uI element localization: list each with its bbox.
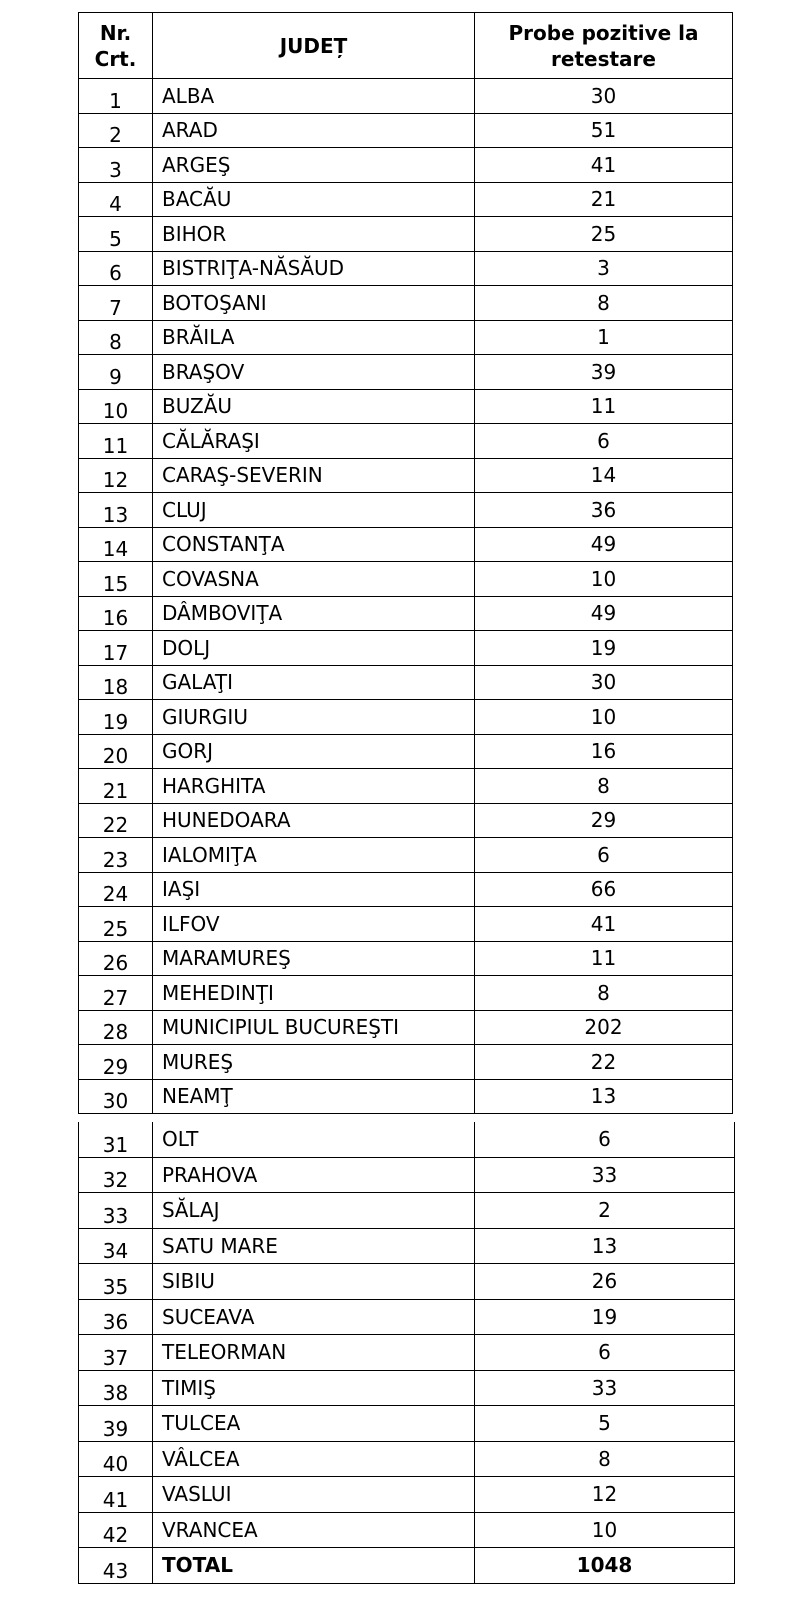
row-number: 12 xyxy=(79,458,153,493)
table-row xyxy=(79,1441,735,1477)
row-number: 38 xyxy=(79,1370,153,1406)
positive-count: 26 xyxy=(475,1264,735,1300)
positive-count: 29 xyxy=(475,803,733,838)
table-row xyxy=(79,700,733,735)
table-row xyxy=(79,1264,735,1300)
county-name: SATU MARE xyxy=(153,1228,475,1264)
positive-count: 49 xyxy=(475,596,733,631)
table-row xyxy=(79,458,733,493)
county-name: SĂLAJ xyxy=(153,1193,475,1229)
table-row xyxy=(79,79,733,114)
table-row xyxy=(79,631,733,666)
row-number: 25 xyxy=(79,907,153,942)
table-row xyxy=(79,562,733,597)
positive-count: 8 xyxy=(475,769,733,804)
county-name: CONSTANŢA xyxy=(153,527,475,562)
county-name: BACĂU xyxy=(153,182,475,217)
row-number: 37 xyxy=(79,1335,153,1371)
county-name: CLUJ xyxy=(153,493,475,528)
county-name: ILFOV xyxy=(153,907,475,942)
row-number: 17 xyxy=(79,631,153,666)
table-row xyxy=(79,976,733,1011)
positive-count: 13 xyxy=(475,1079,733,1114)
positive-count: 8 xyxy=(475,286,733,321)
positive-count: 19 xyxy=(475,631,733,666)
row-number: 13 xyxy=(79,493,153,528)
table-row xyxy=(79,251,733,286)
results-table-part1 xyxy=(78,12,733,1114)
county-name: TULCEA xyxy=(153,1406,475,1442)
county-name: SUCEAVA xyxy=(153,1299,475,1335)
row-number: 22 xyxy=(79,803,153,838)
table-row xyxy=(79,1477,735,1513)
table-row xyxy=(79,389,733,424)
positive-count: 6 xyxy=(475,424,733,459)
table-row xyxy=(79,734,733,769)
table-row xyxy=(79,1406,735,1442)
row-number: 27 xyxy=(79,976,153,1011)
table-row xyxy=(79,320,733,355)
row-number: 29 xyxy=(79,1045,153,1080)
table-row xyxy=(79,1045,733,1080)
positive-count: 6 xyxy=(475,838,733,873)
county-name: NEAMŢ xyxy=(153,1079,475,1114)
row-number: 3 xyxy=(79,148,153,183)
county-name: CARAŞ-SEVERIN xyxy=(153,458,475,493)
row-number: 15 xyxy=(79,562,153,597)
table-row xyxy=(79,1228,735,1264)
row-number: 16 xyxy=(79,596,153,631)
row-number: 4 xyxy=(79,182,153,217)
positive-count: 22 xyxy=(475,1045,733,1080)
positive-count: 8 xyxy=(475,1441,735,1477)
row-number: 7 xyxy=(79,286,153,321)
positive-count: 25 xyxy=(475,217,733,252)
table-row xyxy=(79,424,733,459)
row-number: 8 xyxy=(79,320,153,355)
table-row xyxy=(79,838,733,873)
county-name: COVASNA xyxy=(153,562,475,597)
positive-count: 10 xyxy=(475,1512,735,1548)
results-table-part2 xyxy=(78,1122,735,1584)
table-row xyxy=(79,769,733,804)
positive-count: 66 xyxy=(475,872,733,907)
table-row xyxy=(79,182,733,217)
positive-count: 5 xyxy=(475,1406,735,1442)
positive-count: 14 xyxy=(475,458,733,493)
positive-count: 11 xyxy=(475,389,733,424)
county-name: MUNICIPIUL BUCUREŞTI xyxy=(153,1010,475,1045)
positive-count: 49 xyxy=(475,527,733,562)
county-name: BISTRIŢA-NĂSĂUD xyxy=(153,251,475,286)
county-name: BUZĂU xyxy=(153,389,475,424)
county-name: VRANCEA xyxy=(153,1512,475,1548)
county-name: CĂLĂRAŞI xyxy=(153,424,475,459)
positive-count: 6 xyxy=(475,1335,735,1371)
header-nr-crt: Nr. Crt. xyxy=(79,13,153,79)
positive-count: 11 xyxy=(475,941,733,976)
table-row xyxy=(79,1335,735,1371)
row-number: 31 xyxy=(79,1122,153,1157)
row-number: 19 xyxy=(79,700,153,735)
row-number: 11 xyxy=(79,424,153,459)
row-number: 39 xyxy=(79,1406,153,1442)
table-body-part2 xyxy=(79,1122,735,1583)
positive-count: 10 xyxy=(475,700,733,735)
county-name: HARGHITA xyxy=(153,769,475,804)
positive-count: 16 xyxy=(475,734,733,769)
row-number: 2 xyxy=(79,113,153,148)
county-name: IAŞI xyxy=(153,872,475,907)
positive-count: 6 xyxy=(475,1122,735,1157)
county-name: PRAHOVA xyxy=(153,1157,475,1193)
table-row xyxy=(79,1157,735,1193)
total-row-number: 43 xyxy=(79,1548,153,1584)
positive-count: 21 xyxy=(475,182,733,217)
county-name: GALAŢI xyxy=(153,665,475,700)
table-row xyxy=(79,941,733,976)
county-name: DOLJ xyxy=(153,631,475,666)
county-name: VASLUI xyxy=(153,1477,475,1513)
row-number: 18 xyxy=(79,665,153,700)
positive-count: 39 xyxy=(475,355,733,390)
row-number: 41 xyxy=(79,1477,153,1513)
county-name: ARGEŞ xyxy=(153,148,475,183)
county-name: BOTOŞANI xyxy=(153,286,475,321)
positive-count: 12 xyxy=(475,1477,735,1513)
positive-count: 51 xyxy=(475,113,733,148)
table-row xyxy=(79,1512,735,1548)
table-row xyxy=(79,665,733,700)
positive-count: 2 xyxy=(475,1193,735,1229)
positive-count: 33 xyxy=(475,1370,735,1406)
positive-count: 202 xyxy=(475,1010,733,1045)
county-name: MARAMUREŞ xyxy=(153,941,475,976)
positive-count: 13 xyxy=(475,1228,735,1264)
row-number: 24 xyxy=(79,872,153,907)
row-number: 26 xyxy=(79,941,153,976)
row-number: 9 xyxy=(79,355,153,390)
table-header-row xyxy=(79,13,733,79)
county-name: TELEORMAN xyxy=(153,1335,475,1371)
table-row xyxy=(79,527,733,562)
county-name: DÂMBOVIŢA xyxy=(153,596,475,631)
header-probe-pozitive: Probe pozitive la retestare xyxy=(475,13,733,79)
positive-count: 36 xyxy=(475,493,733,528)
table-row xyxy=(79,1010,733,1045)
row-number: 5 xyxy=(79,217,153,252)
table-row xyxy=(79,1193,735,1229)
table-row xyxy=(79,596,733,631)
table-row xyxy=(79,1299,735,1335)
row-number: 6 xyxy=(79,251,153,286)
row-number: 21 xyxy=(79,769,153,804)
table-row xyxy=(79,217,733,252)
positive-count: 3 xyxy=(475,251,733,286)
county-name: HUNEDOARA xyxy=(153,803,475,838)
county-name: OLT xyxy=(153,1122,475,1157)
positive-count: 33 xyxy=(475,1157,735,1193)
county-name: ARAD xyxy=(153,113,475,148)
table-row xyxy=(79,1370,735,1406)
table-row xyxy=(79,872,733,907)
row-number: 36 xyxy=(79,1299,153,1335)
positive-count: 30 xyxy=(475,665,733,700)
county-name: BRĂILA xyxy=(153,320,475,355)
county-name: VÂLCEA xyxy=(153,1441,475,1477)
table-row xyxy=(79,907,733,942)
total-value: 1048 xyxy=(475,1548,735,1584)
row-number: 33 xyxy=(79,1193,153,1229)
table-row xyxy=(79,1122,735,1157)
county-name: SIBIU xyxy=(153,1264,475,1300)
county-name: GORJ xyxy=(153,734,475,769)
row-number: 32 xyxy=(79,1157,153,1193)
table-row xyxy=(79,1079,733,1114)
positive-count: 41 xyxy=(475,907,733,942)
positive-count: 8 xyxy=(475,976,733,1011)
positive-count: 10 xyxy=(475,562,733,597)
positive-count: 30 xyxy=(475,79,733,114)
row-number: 34 xyxy=(79,1228,153,1264)
table-row xyxy=(79,286,733,321)
total-label: TOTAL xyxy=(153,1548,475,1584)
header-judet: JUDEȚ xyxy=(153,13,475,79)
county-name: TIMIŞ xyxy=(153,1370,475,1406)
row-number: 10 xyxy=(79,389,153,424)
row-number: 14 xyxy=(79,527,153,562)
table-row xyxy=(79,355,733,390)
row-number: 20 xyxy=(79,734,153,769)
row-number: 28 xyxy=(79,1010,153,1045)
county-name: ALBA xyxy=(153,79,475,114)
county-name: GIURGIU xyxy=(153,700,475,735)
row-number: 23 xyxy=(79,838,153,873)
positive-count: 19 xyxy=(475,1299,735,1335)
row-number: 1 xyxy=(79,79,153,114)
positive-count: 1 xyxy=(475,320,733,355)
county-name: MUREŞ xyxy=(153,1045,475,1080)
table-row xyxy=(79,493,733,528)
county-name: BIHOR xyxy=(153,217,475,252)
row-number: 30 xyxy=(79,1079,153,1114)
table-row xyxy=(79,113,733,148)
row-number: 42 xyxy=(79,1512,153,1548)
table-row xyxy=(79,148,733,183)
table-body-part1 xyxy=(79,79,733,1114)
total-row xyxy=(79,1548,735,1584)
county-name: MEHEDINŢI xyxy=(153,976,475,1011)
positive-count: 41 xyxy=(475,148,733,183)
row-number: 35 xyxy=(79,1264,153,1300)
county-name: IALOMIŢA xyxy=(153,838,475,873)
row-number: 40 xyxy=(79,1441,153,1477)
county-name: BRAŞOV xyxy=(153,355,475,390)
table-row xyxy=(79,803,733,838)
